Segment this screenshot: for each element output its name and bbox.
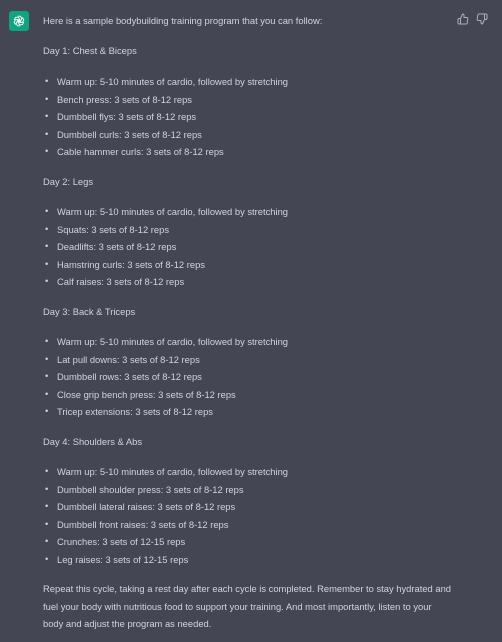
list-item: • Leg raises: 3 sets of 12-15 reps (43, 551, 288, 569)
thumbs-up-icon (457, 13, 469, 25)
thumbs-up-button[interactable] (456, 12, 469, 25)
list-item: • Warm up: 5-10 minutes of cardio, followed by stretching (43, 463, 288, 481)
feedback-controls (456, 12, 488, 25)
list-item: • Close grip bench press: 3 sets of 8-12 reps (43, 386, 288, 404)
list-item: • Dumbbell flys: 3 sets of 8-12 reps (43, 108, 288, 126)
list-item: • Crunches: 3 sets of 12-15 reps (43, 533, 288, 551)
list-item: • Warm up: 5-10 minutes of cardio, followed by stretching (43, 203, 288, 221)
exercise-list (43, 463, 288, 568)
list-item: • Warm up: 5-10 minutes of cardio, followed by stretching (43, 73, 288, 91)
thumbs-down-icon (476, 13, 488, 25)
list-item: • Cable hammer curls: 3 sets of 8-12 reps (43, 143, 288, 161)
list-item: • Dumbbell shoulder press: 3 sets of 8-12 reps (43, 481, 288, 499)
list-item: • Deadlifts: 3 sets of 8-12 reps (43, 238, 288, 256)
list-item: • Bench press: 3 sets of 8-12 reps (43, 91, 288, 109)
list-item: • Dumbbell front raises: 3 sets of 8-12 reps (43, 516, 288, 534)
list-item: • Squats: 3 sets of 8-12 reps (43, 221, 288, 239)
list-item: • Lat pull downs: 3 sets of 8-12 reps (43, 351, 288, 369)
list-item: • Warm up: 5-10 minutes of cardio, followed by stretching (43, 333, 288, 351)
message-closing: Repeat this cycle, taking a rest day after each cycle is completed. Remember to stay hydrated and fuel your body with nutritious food to support your training. And most importantly, listen to your body and adjust the program as needed. (43, 583, 452, 629)
exercise-list (43, 333, 288, 421)
thumbs-down-button[interactable] (475, 12, 488, 25)
message-intro: Here is a sample bodybuilding training program that you can follow: (43, 15, 323, 26)
day-heading: Day 4: Shoulders & Abs (43, 436, 143, 447)
assistant-avatar (9, 11, 29, 31)
day-heading: Day 3: Back & Triceps (43, 306, 136, 317)
exercise-list (43, 73, 288, 161)
list-item: • Calf raises: 3 sets of 8-12 reps (43, 273, 288, 291)
list-item: • Dumbbell curls: 3 sets of 8-12 reps (43, 126, 288, 144)
day-heading: Day 2: Legs (43, 176, 94, 187)
list-item: • Dumbbell rows: 3 sets of 8-12 reps (43, 368, 288, 386)
openai-logo-icon (12, 14, 26, 28)
list-item: • Dumbbell lateral raises: 3 sets of 8-12 reps (43, 498, 288, 516)
list-item: • Hamstring curls: 3 sets of 8-12 reps (43, 256, 288, 274)
exercise-list (43, 203, 288, 291)
day-heading: Day 1: Chest & Biceps (43, 45, 137, 56)
list-item: • Tricep extensions: 3 sets of 8-12 reps (43, 403, 288, 421)
